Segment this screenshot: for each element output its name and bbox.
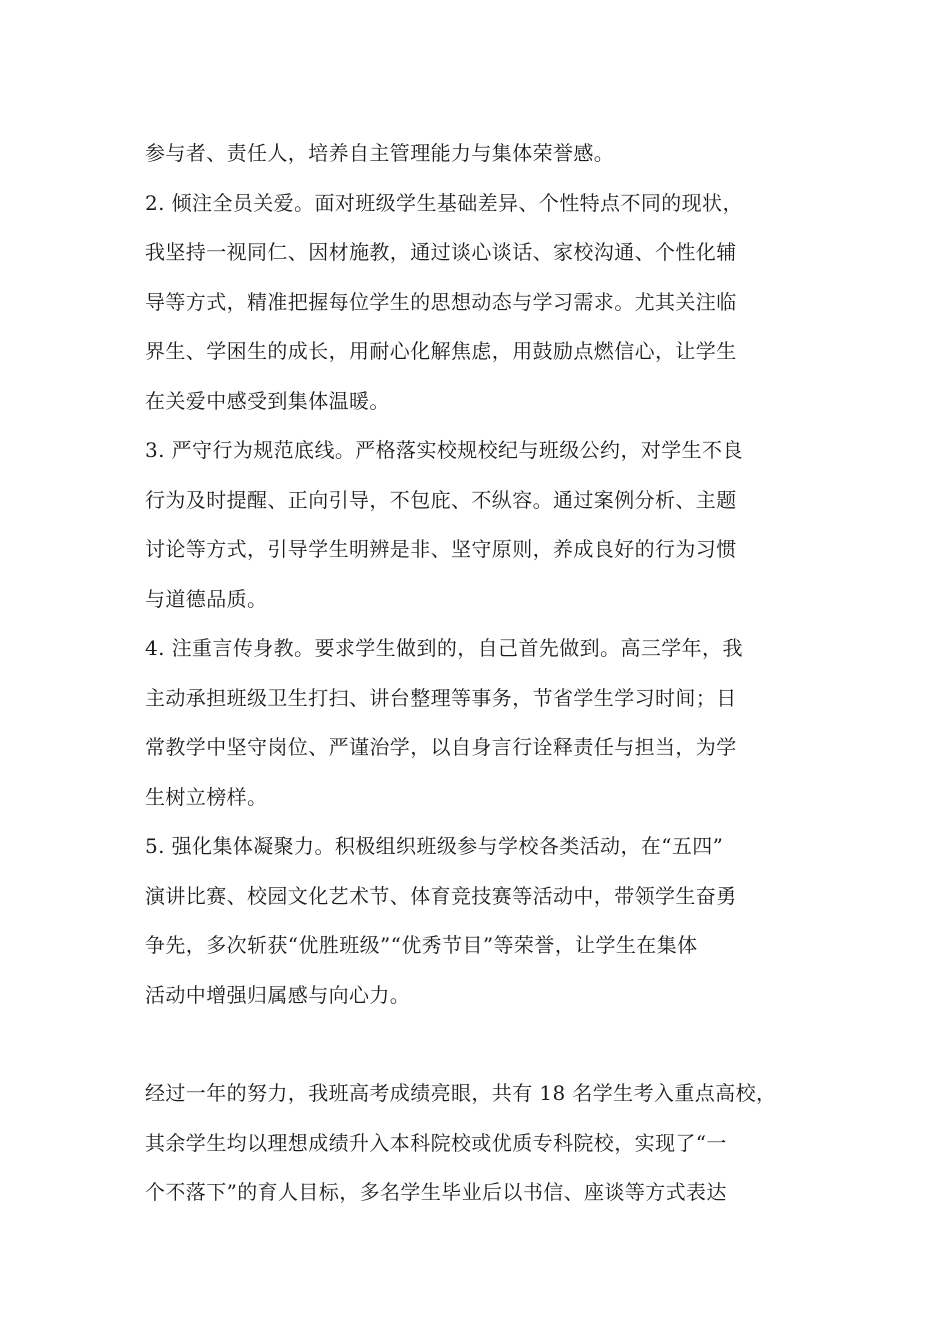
text-line: 其余学生均以理想成绩升入本科院校或优质专科院校，实现了“一 bbox=[145, 1131, 727, 1155]
text-line: 界生、学困生的成长，用耐心化解焦虑，用鼓励点燃信心，让学生 bbox=[145, 339, 737, 363]
text-line: 演讲比赛、校园文化艺术节、体育竞技赛等活动中，带领学生奋勇 bbox=[145, 884, 737, 908]
text-line: 活动中增强归属感与向心力。 bbox=[145, 983, 411, 1007]
text-line: 讨论等方式，引导学生明辨是非、坚守原则，养成良好的行为习惯 bbox=[145, 537, 737, 561]
text-line: 常教学中坚守岗位、严谨治学，以自身言行诠释责任与担当，为学 bbox=[145, 735, 737, 759]
text-line: 我坚持一视同仁、因材施教，通过谈心谈话、家校沟通、个性化辅 bbox=[145, 240, 737, 264]
text-line: 4. 注重言传身教。要求学生做到的，自己首先做到。高三学年，我 bbox=[145, 636, 743, 660]
text-line: 5. 强化集体凝聚力。积极组织班级参与学校各类活动，在“五四” bbox=[145, 834, 724, 858]
text-line: 行为及时提醒、正向引导，不包庇、不纵容。通过案例分析、主题 bbox=[145, 488, 737, 512]
text-line: 在关爱中感受到集体温暖。 bbox=[145, 389, 390, 413]
text-line: 导等方式，精准把握每位学生的思想动态与学习需求。尤其关注临 bbox=[145, 290, 737, 314]
text-line: 生树立榜样。 bbox=[145, 785, 268, 809]
text-line: 与道德品质。 bbox=[145, 587, 268, 611]
text-line: 3. 严守行为规范底线。严格落实校规校纪与班级公约，对学生不良 bbox=[145, 438, 743, 462]
text-line: 2. 倾注全员关爱。面对班级学生基础差异、个性特点不同的现状， bbox=[145, 191, 743, 215]
text-line: 经过一年的努力，我班高考成绩亮眼，共有 18 名学生考入重点高校， bbox=[145, 1081, 777, 1105]
text-line: 参与者、责任人，培养自主管理能力与集体荣誉感。 bbox=[145, 141, 615, 165]
text-line: 个不落下”的育人目标，多名学生毕业后以书信、座谈等方式表达 bbox=[145, 1180, 727, 1204]
text-line: 争先，多次斩获“优胜班级”“优秀节目”等荣誉，让学生在集体 bbox=[145, 933, 698, 957]
text-line: 主动承担班级卫生打扫、讲台整理等事务，节省学生学习时间；日 bbox=[145, 686, 737, 710]
